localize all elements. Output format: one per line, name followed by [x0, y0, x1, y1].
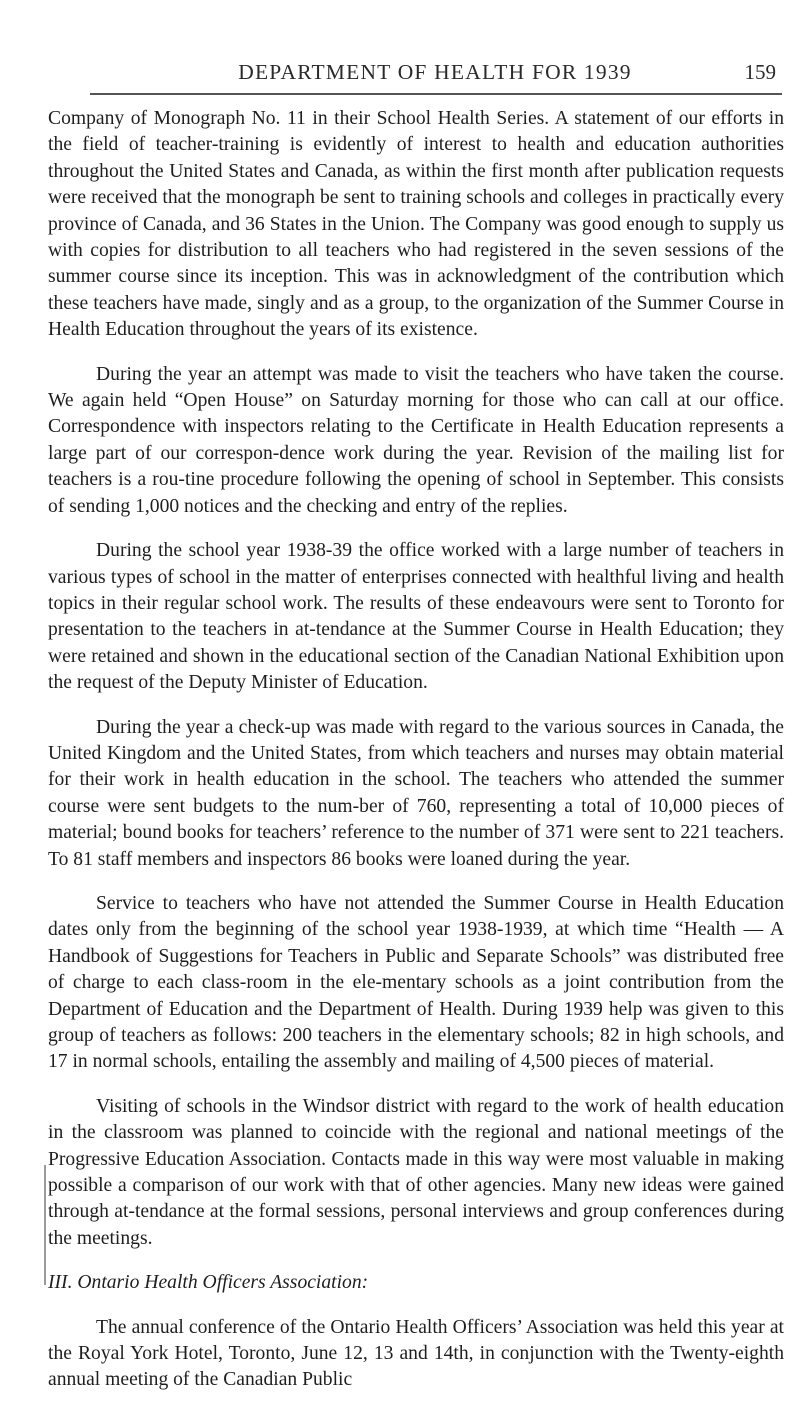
body-text	[48, 106, 784, 1412]
paragraph-4: During the year a check-up was made with regard to the various sources in Canada, the United Kingdom and the United States, from which teachers and nurses may obtain material for their work in health education in the school. The teachers who attended the summer course were sent budgets to the num-ber of 760, representing a total of 10,000 pieces of material; bound books for teachers’ reference to the number of 371 were sent to 221 teachers. To 81 staff members and inspectors 86 books were loaned during the year.	[48, 716, 784, 870]
section-paragraph: The annual conference of the Ontario Health Officers’ Association was held this year at the Royal York Hotel, Toronto, June 12, 13 and 14th, in conjunction with the Twenty-eighth annual meeting of the Canadian Public	[48, 1316, 784, 1391]
margin-line	[44, 1165, 46, 1285]
running-header	[90, 52, 780, 92]
paragraph-5: Service to teachers who have not attended the Summer Course in Health Education dates only from the beginning of the school year 1938-1939, at which time “Health — A Handbook of Suggestions for Teachers in Public and Separate Schools” was distributed free of charge to each class-room in the ele-mentary schools as a joint contribution from the Department of Education and the Department of Health. During 1939 help was given to this group of teachers as follows: 200 teachers in the elementary schools; 82 in high schools, and 17 in normal schools, entailing the assembly and mailing of 4,500 pieces of material.	[48, 892, 784, 1073]
paragraph-3: During the school year 1938-39 the office worked with a large number of teachers in various types of school in the matter of enterprises connected with healthful living and health topics in their regular school work. The results of these endeavours were sent to Toronto for presentation to the teachers in at-tendance at the Summer Course in Health Education; they were retained and shown in the educational section of the Canadian National Exhibition upon the request of the Deputy Minister of Education.	[48, 540, 784, 694]
paragraph-1: Company of Monograph No. 11 in their School Health Series. A statement of our efforts in the field of teacher-training is evidently of interest to health and education authorities throughout the United States and Canada, as within the first month after publication requests were received that the monograph be sent to training schools and colleges in practically every province of Canada, and 36 States in the Union. The Company was good enough to supply us with copies for distribution to all teachers who had registered in the seven sessions of the summer course since its inception. This was in acknowledgment of the contribution which these teachers have made, singly and as a group, to the organization of the Summer Course in Health Education throughout the years of its existence.	[48, 108, 784, 341]
section-heading: III. Ontario Health Officers Association:	[48, 1272, 369, 1294]
page-number: 159	[744, 60, 776, 84]
header-rule	[90, 93, 782, 95]
paragraph-6: Visiting of schools in the Windsor district with regard to the work of health education in the classroom was planned to coincide with the regional and national meetings of the Progressive Education Association. Contacts made in this way were most valuable in making possible a comparison of our work with that of other agencies. Many new ideas were gained through at-tendance at the formal sessions, personal interviews and group conferences during the meetings.	[48, 1095, 784, 1249]
header-title: DEPARTMENT OF HEALTH FOR 1939	[238, 60, 632, 84]
paragraph-2: During the year an attempt was made to visit the teachers who have taken the course. We again held “Open House” on Saturday morning for those who can call at our office. Correspondence with inspectors relating to the Certificate in Health Education represents a large part of our correspon-dence work during the year. Revision of the mailing list for teachers is a rou-tine procedure following the opening of school in September. This consists of sending 1,000 notices and the checking and entry of the replies.	[48, 363, 784, 517]
